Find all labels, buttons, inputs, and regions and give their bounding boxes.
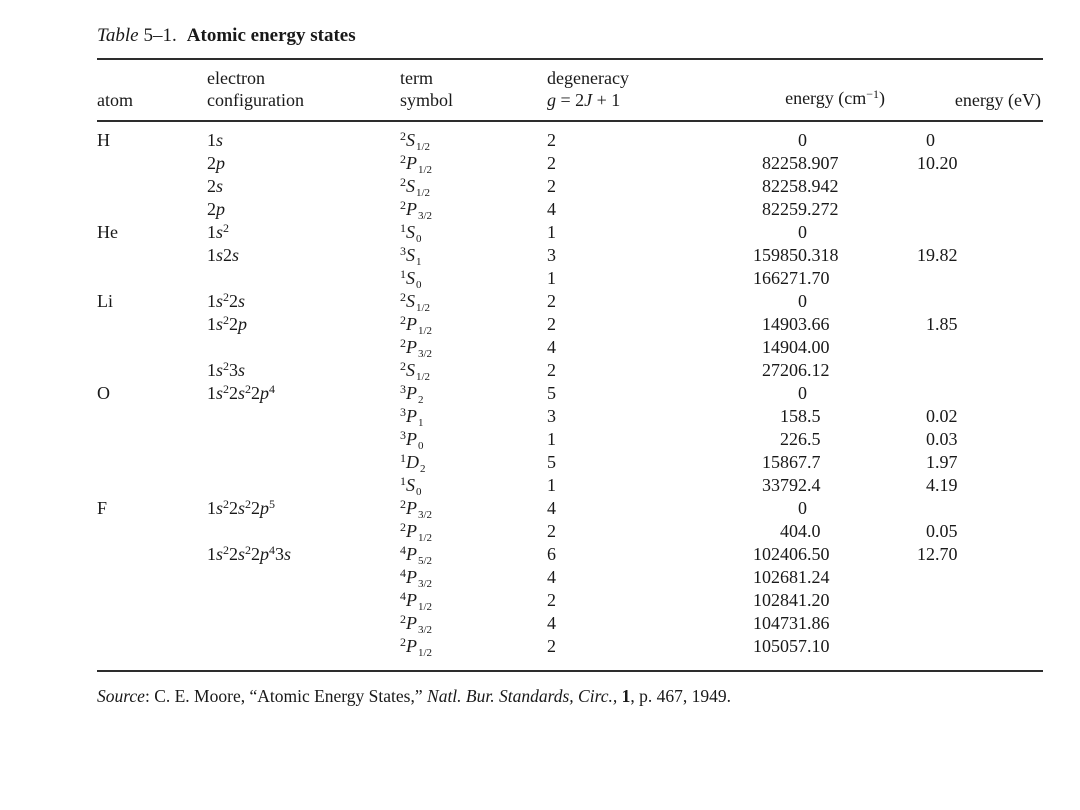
degeneracy-cell: 2	[547, 176, 556, 196]
term-multiplicity: 2	[400, 336, 406, 350]
energy-ev-cell-frac: .70	[935, 544, 958, 564]
degeneracy-cell: 2	[547, 314, 556, 334]
config-orbital-letter: s	[216, 245, 224, 265]
energy-ev-cell-int: 0	[926, 130, 935, 150]
degeneracy-g-symbol: g	[547, 90, 556, 110]
atom-cell: Li	[97, 291, 113, 311]
term-letter: P	[406, 429, 417, 449]
term-j-value: 0	[416, 233, 422, 245]
term-j-value: 3/2	[418, 624, 433, 636]
table-title-text: Atomic energy states	[186, 25, 356, 46]
config-superscript: 2	[223, 382, 230, 396]
config-superscript: 2	[223, 313, 230, 327]
term-letter: P	[406, 199, 417, 219]
energy-cm-cell-frac: .272	[807, 199, 839, 219]
table-row	[97, 198, 1043, 221]
energy-cm-cell-int: 105057	[753, 636, 807, 656]
energy-cm-cell-int: 404	[780, 521, 807, 541]
degeneracy-cell: 2	[547, 291, 556, 311]
energy-cm-cell	[667, 635, 887, 661]
degeneracy-cell: 4	[547, 567, 556, 587]
energy-cm-cell-frac: .20	[807, 590, 830, 610]
atom-cell: F	[97, 498, 108, 518]
term-letter: S	[406, 268, 415, 288]
energy-cm-cell-int: 33792	[762, 475, 807, 495]
config-orbital-letter: p	[238, 314, 248, 334]
term-letter: P	[406, 153, 417, 173]
energy-cm-cell-frac: .66	[807, 314, 830, 334]
table-row	[97, 612, 1043, 635]
config-superscript: 4	[269, 543, 276, 557]
energy-ev-cell-frac: .19	[935, 475, 958, 495]
header-term-symbol-line2: symbol	[400, 90, 454, 110]
table-bottom-rule	[97, 670, 1043, 672]
table-row	[97, 359, 1043, 382]
energy-cm-cell-frac: .86	[807, 613, 830, 633]
degeneracy-cell: 1	[547, 429, 556, 449]
energy-cm-cell-int: 102841	[753, 590, 807, 610]
energy-ev-cell-frac: .03	[935, 429, 958, 449]
energy-cm-cell-frac: .00	[807, 337, 830, 357]
degeneracy-cell: 2	[547, 590, 556, 610]
term-multiplicity: 1	[400, 451, 406, 465]
term-multiplicity: 3	[400, 428, 406, 442]
term-multiplicity: 4	[400, 543, 406, 557]
term-multiplicity: 2	[400, 198, 406, 212]
table-title-number: 5–1.	[143, 25, 177, 46]
term-letter: D	[406, 452, 419, 472]
config-superscript: 2	[223, 290, 230, 304]
config-orbital-letter: s	[238, 291, 246, 311]
term-letter: P	[406, 613, 417, 633]
term-j-value: 0	[416, 279, 422, 291]
config-cell: 2p	[207, 199, 225, 219]
energy-cm-cell-int: 102681	[753, 567, 807, 587]
header-term-symbol	[400, 67, 547, 111]
degeneracy-cell: 4	[547, 337, 556, 357]
term-multiplicity: 1	[400, 474, 406, 488]
degeneracy-cell: 6	[547, 544, 556, 564]
energy-cm-cell-int: 104731	[753, 613, 807, 633]
term-multiplicity: 2	[400, 612, 406, 626]
energy-cm-cell-frac: .5	[807, 406, 821, 426]
table-row	[97, 520, 1043, 543]
source-volume: 1	[621, 686, 631, 706]
degeneracy-cell: 2	[547, 636, 556, 656]
config-orbital-letter: s	[216, 291, 224, 311]
config-cell	[207, 635, 400, 661]
table-row	[97, 336, 1043, 359]
header-degeneracy-formula	[547, 89, 667, 111]
energy-cm-cell-frac: .7	[807, 452, 821, 472]
term-letter: P	[406, 567, 417, 587]
term-j-value: 1/2	[418, 601, 433, 613]
term-j-value: 3/2	[418, 210, 433, 222]
document-page	[97, 0, 1043, 708]
config-orbital-letter: s	[216, 360, 224, 380]
config-cell: $1s^22s^22p^43s$	[207, 543, 292, 564]
header-term-symbol-line1: term	[400, 68, 433, 88]
config-cell: 2p	[207, 153, 225, 173]
degeneracy-cell: 2	[547, 360, 556, 380]
degeneracy-cell: 4	[547, 199, 556, 219]
term-multiplicity: 2	[400, 635, 406, 649]
config-cell: 1s2s	[207, 245, 240, 265]
config-cell: $1s^22s$	[207, 290, 246, 311]
header-degeneracy-line1: degeneracy	[547, 68, 629, 88]
table-row	[97, 589, 1043, 612]
energy-ev-cell-frac: .02	[935, 406, 958, 426]
table-row	[97, 313, 1043, 336]
energy-ev-cell-int: 19	[917, 245, 935, 265]
term-letter: P	[406, 544, 417, 564]
table-row	[97, 129, 1043, 152]
term-multiplicity: 3	[400, 382, 406, 396]
energy-cm-cell-int: 166271	[753, 268, 807, 288]
energy-cm-cell-frac: .10	[807, 636, 830, 656]
term-letter: P	[406, 337, 417, 357]
term-letter: P	[406, 521, 417, 541]
config-cell: $1s^2$	[207, 221, 230, 242]
config-superscript: 2	[245, 497, 252, 511]
term-multiplicity: 4	[400, 589, 406, 603]
term-j-value: 0	[418, 440, 424, 452]
degeneracy-cell: 5	[547, 452, 556, 472]
term-letter: S	[406, 222, 415, 242]
table-body	[97, 122, 1043, 670]
config-superscript: 2	[223, 543, 230, 557]
config-orbital-letter: s	[238, 544, 246, 564]
config-orbital-letter: s	[238, 383, 246, 403]
config-orbital-letter: s	[216, 130, 224, 150]
config-orbital-letter: s	[232, 245, 240, 265]
energy-cm-cell-int: 27206	[762, 360, 807, 380]
energy-cm-cell-int: 82258	[762, 176, 807, 196]
degeneracy-cell: 3	[547, 406, 556, 426]
term-multiplicity: 2	[400, 497, 406, 511]
table-row	[97, 474, 1043, 497]
header-electron-configuration-line1: electron	[207, 68, 265, 88]
term-j-value: 1/2	[418, 532, 433, 544]
energy-ev-cell-int: 1	[926, 452, 935, 472]
degeneracy-cell: 1	[547, 475, 556, 495]
energy-cm-cell-frac: .4	[807, 475, 821, 495]
term-letter: S	[406, 176, 415, 196]
config-orbital-letter: s	[238, 360, 246, 380]
term-multiplicity: 2	[400, 359, 406, 373]
config-orbital-letter: p	[216, 153, 225, 173]
table-row	[97, 451, 1043, 474]
energy-cm-cell-int: 0	[798, 222, 807, 242]
term-symbol-cell	[400, 635, 547, 661]
config-cell: 1s	[207, 130, 224, 150]
table-row	[97, 428, 1043, 451]
energy-cm-cell-int: 226	[780, 429, 807, 449]
term-letter: S	[406, 475, 415, 495]
atom-cell: O	[97, 383, 110, 403]
energy-cm-cell-int: 158	[780, 406, 807, 426]
energy-cm-cell-int: 159850	[753, 245, 807, 265]
term-letter: S	[406, 291, 415, 311]
config-cell: $1s^22p$	[207, 313, 248, 334]
config-orbital-letter: s	[216, 498, 224, 518]
degeneracy-cell: 2	[547, 130, 556, 150]
table-title	[97, 24, 1043, 48]
energy-ev-cell-int: 1	[926, 314, 935, 334]
atom-cell	[97, 635, 207, 661]
table-row	[97, 221, 1043, 244]
term-multiplicity: 2	[400, 290, 406, 304]
term-letter: P	[406, 406, 417, 426]
term-j-value: 5/2	[418, 555, 433, 567]
energy-cm-cell-int: 0	[798, 383, 807, 403]
term-j-value: 3/2	[418, 509, 433, 521]
energy-ev-cell	[887, 635, 1043, 661]
energy-cm-cell-int: 14903	[762, 314, 807, 334]
term-j-value: 1/2	[416, 302, 431, 314]
header-energy-cm-paren: )	[879, 88, 885, 108]
source-citation-part2: , p. 467, 1949.	[630, 686, 732, 706]
table-row	[97, 382, 1043, 405]
table-row	[97, 405, 1043, 428]
config-superscript: 5	[269, 497, 276, 511]
term-multiplicity: 4	[400, 566, 406, 580]
table-title-word: Table	[97, 25, 139, 46]
term-j-value: 1/2	[416, 371, 431, 383]
energy-cm-cell-int: 0	[798, 291, 807, 311]
header-electron-configuration-line2: configuration	[207, 90, 304, 110]
term-letter: S	[406, 130, 415, 150]
config-orbital-letter: p	[260, 383, 270, 403]
term-multiplicity: 1	[400, 221, 406, 235]
term-multiplicity: 2	[400, 175, 406, 189]
config-superscript: 2	[223, 497, 230, 511]
config-orbital-letter: p	[216, 199, 225, 219]
atomic-energy-table	[97, 58, 1043, 672]
config-orbital-letter: s	[216, 176, 224, 196]
energy-ev-cell-int: 0	[926, 406, 935, 426]
config-orbital-letter: s	[216, 314, 224, 334]
config-orbital-letter: s	[216, 383, 224, 403]
degeneracy-cell: 2	[547, 521, 556, 541]
source-line	[97, 685, 1043, 708]
energy-cm-cell-frac: .942	[807, 176, 839, 196]
degeneracy-cell: 1	[547, 268, 556, 288]
config-orbital-letter: s	[284, 544, 292, 564]
table-row	[97, 635, 1043, 658]
term-j-value: 1/2	[418, 325, 433, 337]
term-j-value: 2	[420, 463, 426, 475]
energy-ev-cell-int: 10	[917, 153, 935, 173]
degeneracy-cell: 4	[547, 613, 556, 633]
energy-cm-cell-int: 0	[798, 130, 807, 150]
source-journal: Natl. Bur. Standards, Circ.,	[427, 686, 622, 706]
energy-cm-cell-frac: .70	[807, 268, 830, 288]
config-cell: 2s	[207, 176, 224, 196]
term-letter: P	[406, 314, 417, 334]
config-superscript: 2	[245, 382, 252, 396]
term-letter: P	[406, 498, 417, 518]
energy-cm-cell-int: 14904	[762, 337, 807, 357]
term-letter: P	[406, 590, 417, 610]
header-energy-cm	[667, 87, 887, 111]
term-multiplicity: 1	[400, 267, 406, 281]
term-j-value: 1/2	[416, 187, 431, 199]
energy-ev-cell-frac: .85	[935, 314, 958, 334]
term-j-value: 3/2	[418, 578, 433, 590]
table-row	[97, 290, 1043, 313]
term-j-value: 1/2	[418, 647, 433, 659]
config-cell: $1s^22s^22p^4$	[207, 382, 276, 403]
term-multiplicity: 2	[400, 313, 406, 327]
header-energy-cm-text: energy (cm	[785, 88, 867, 108]
term-letter: S	[406, 360, 415, 380]
energy-ev-cell-int: 0	[926, 429, 935, 449]
table-row	[97, 497, 1043, 520]
config-superscript: 2	[223, 221, 230, 235]
term-letter: P	[406, 636, 417, 656]
energy-ev-cell-frac: .20	[935, 153, 958, 173]
config-orbital-letter: s	[238, 498, 246, 518]
energy-ev-cell-int: 4	[926, 475, 935, 495]
term-j-value: 1/2	[416, 141, 431, 153]
degeneracy-equals: = 2	[556, 90, 585, 110]
term-letter: S	[406, 245, 415, 265]
config-superscript: 2	[223, 359, 230, 373]
energy-ev-cell-int: 0	[926, 521, 935, 541]
config-superscript: 4	[269, 382, 276, 396]
term-multiplicity: 3	[400, 244, 406, 258]
energy-cm-cell-frac: .24	[807, 567, 830, 587]
degeneracy-cell: 2	[547, 153, 556, 173]
energy-cm-cell-int: 82258	[762, 153, 807, 173]
energy-cm-cell-frac: .318	[807, 245, 839, 265]
term-j-value: 3/2	[418, 348, 433, 360]
energy-ev-cell-frac: .97	[935, 452, 958, 472]
atom-cell: H	[97, 130, 110, 150]
header-atom: atom	[97, 90, 133, 110]
table-row	[97, 152, 1043, 175]
energy-cm-cell-int: 82259	[762, 199, 807, 219]
config-cell: $1s^22s^22p^5$	[207, 497, 276, 518]
source-label: Source	[97, 686, 145, 706]
config-orbital-letter: s	[216, 222, 224, 242]
term-j-value: 1	[416, 256, 422, 268]
term-multiplicity: 3	[400, 405, 406, 419]
degeneracy-cell: 3	[547, 245, 556, 265]
energy-cm-cell-int: 0	[798, 498, 807, 518]
energy-ev-cell-frac: .82	[935, 245, 958, 265]
table-row	[97, 175, 1043, 198]
degeneracy-cell: 4	[547, 498, 556, 518]
config-orbital-letter: p	[260, 498, 270, 518]
table-row	[97, 543, 1043, 566]
energy-cm-cell-frac: .907	[807, 153, 839, 173]
table-header-row	[97, 60, 1043, 120]
header-degeneracy	[547, 67, 667, 111]
degeneracy-cell: 5	[547, 383, 556, 403]
config-cell: $1s^23s$	[207, 359, 246, 380]
atom-cell: He	[97, 222, 118, 242]
energy-cm-cell-frac: .50	[807, 544, 830, 564]
config-orbital-letter: s	[216, 544, 224, 564]
energy-ev-cell-int: 12	[917, 544, 935, 564]
source-citation-part1: : C. E. Moore, “Atomic Energy States,”	[144, 686, 428, 706]
degeneracy-J-symbol: J	[584, 90, 593, 110]
term-multiplicity: 2	[400, 152, 406, 166]
header-energy-cm-exponent: −1	[866, 87, 879, 101]
header-energy-ev: energy (eV)	[954, 90, 1041, 110]
energy-cm-cell-frac: .5	[807, 429, 821, 449]
config-orbital-letter: p	[260, 544, 270, 564]
table-row	[97, 244, 1043, 267]
energy-cm-cell-frac: .0	[807, 521, 821, 541]
term-letter: P	[406, 383, 417, 403]
table-row	[97, 566, 1043, 589]
energy-ev-cell-frac: .05	[935, 521, 958, 541]
term-j-value: 2	[418, 394, 424, 406]
degeneracy-plus-one: + 1	[592, 90, 621, 110]
energy-cm-cell-frac: .12	[807, 360, 830, 380]
config-superscript: 2	[245, 543, 252, 557]
energy-cm-cell-int: 102406	[753, 544, 807, 564]
header-electron-configuration	[207, 67, 400, 111]
term-multiplicity: 2	[400, 129, 406, 143]
term-j-value: 1	[418, 417, 424, 429]
term-j-value: 1/2	[418, 164, 433, 176]
term-j-value: 0	[416, 486, 422, 498]
table-row	[97, 267, 1043, 290]
term-multiplicity: 2	[400, 520, 406, 534]
degeneracy-cell: 1	[547, 222, 556, 242]
energy-cm-cell-int: 15867	[762, 452, 807, 472]
